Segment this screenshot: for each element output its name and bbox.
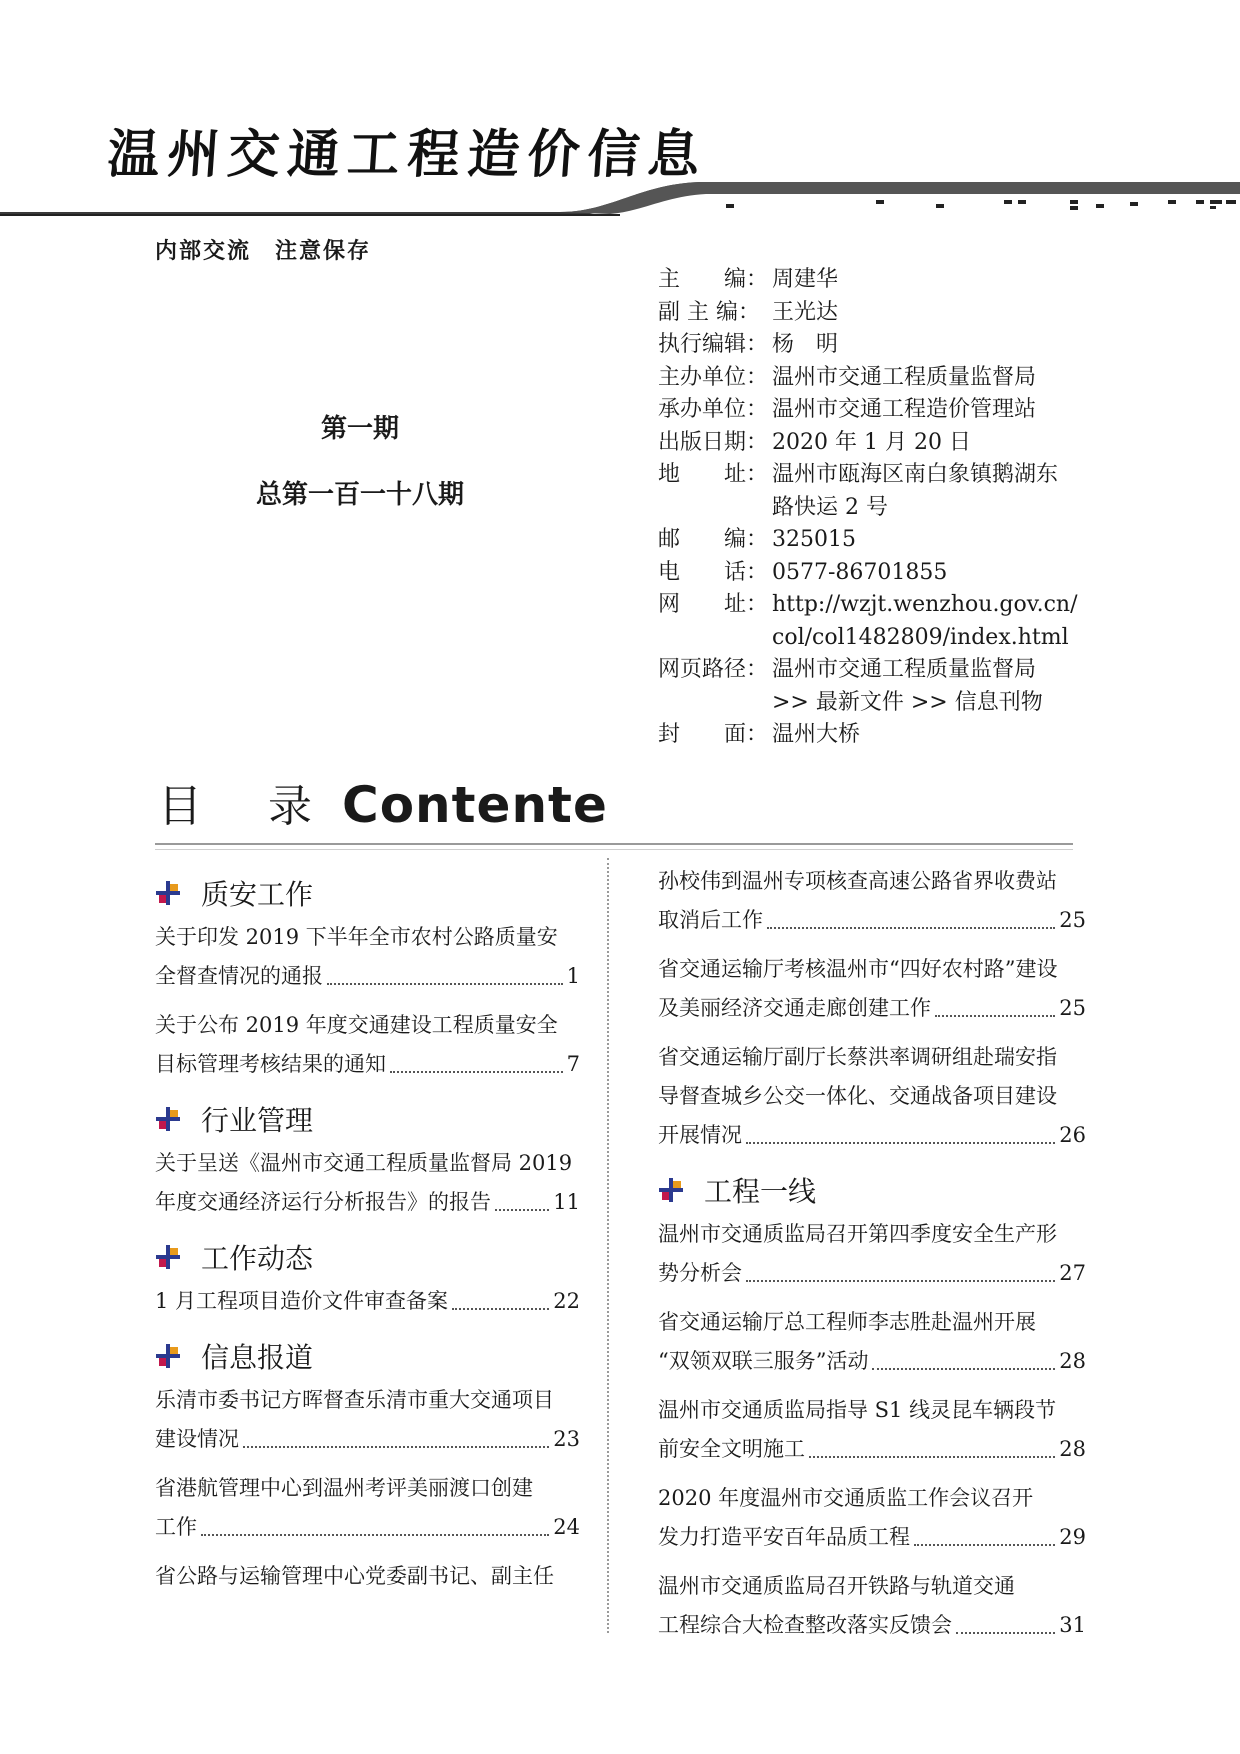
toc-section-title: 信息报道 [201, 1341, 314, 1374]
info-row-publish-date [658, 427, 1098, 460]
toc-entry-text: 工程综合大检查整改落实反馈会 [658, 1613, 952, 1637]
toc-dot-leader [327, 957, 563, 996]
toc-entry[interactable] [658, 1038, 1086, 1155]
toc-entry-line: 温州市交通质监局指导 S1 线灵昆车辆段节 [658, 1398, 1057, 1422]
toc-entry-line: 省交通运输厅考核温州市“四好农村路”建设 [658, 957, 1058, 981]
contents-rule [155, 843, 1073, 850]
toc-right-column [658, 862, 1086, 1655]
info-row-organizer [658, 394, 1098, 427]
info-value-line: 温州市瓯海区南白象镇鹅湖东 [772, 462, 1059, 487]
toc-entry-text: 前安全文明施工 [658, 1437, 805, 1461]
toc-section-heading [155, 1232, 580, 1282]
toc-entry[interactable] [658, 1215, 1086, 1293]
toc-entry-last-line [658, 901, 1086, 940]
toc-entry[interactable] [658, 1567, 1086, 1645]
internal-note: 内部交流 注意保存 [155, 239, 372, 264]
toc-entry-text: 势分析会 [658, 1261, 742, 1285]
toc-entry-text: 全督查情况的通报 [155, 964, 323, 988]
info-value: 0577-86701855 [772, 559, 948, 585]
info-row-sponsor [658, 362, 1098, 395]
toc-page-number: 25 [1059, 996, 1086, 1020]
toc-entry-last-line [658, 1430, 1086, 1469]
toc-entry-line: 2020 年度温州市交通质监工作会议召开 [658, 1486, 1034, 1510]
toc-entry[interactable] [155, 1144, 580, 1222]
info-value [772, 654, 1098, 719]
info-label: 副 主 编： [658, 299, 760, 325]
info-row-address [658, 459, 1098, 524]
toc-entry-line: 省交通运输厅副厅长蔡洪率调研组赴瑞安指 [658, 1045, 1057, 1069]
toc-section-heading [155, 1331, 580, 1381]
issue-number: 第一期 [320, 414, 399, 444]
toc-entry-text: 开展情况 [658, 1123, 742, 1147]
toc-dot-leader [767, 901, 1055, 940]
toc-entry-text: 发力打造平安百年品质工程 [658, 1525, 910, 1549]
info-value-line: 温州市交通工程质量监督局 [772, 657, 1037, 682]
info-value: 温州市交通工程质量监督局 [772, 364, 1037, 390]
toc-entry-line: 乐清市委书记方晖督查乐清市重大交通项目 [155, 1388, 554, 1412]
toc-entry-text: 及美丽经济交通走廊创建工作 [658, 996, 931, 1020]
toc-entry-last-line [155, 1420, 580, 1459]
toc-dot-leader [935, 989, 1055, 1028]
publication-info [658, 264, 1098, 752]
toc-dot-leader [746, 1116, 1055, 1155]
toc-entry-last-line [658, 1254, 1086, 1293]
toc-section-title: 质安工作 [201, 878, 314, 911]
section-bullet-icon [658, 1177, 684, 1203]
masthead-title: 温州交通工程造价信息 [105, 125, 710, 185]
info-row-web-path [658, 654, 1098, 719]
info-row-deputy-editor [658, 297, 1098, 330]
toc-dot-leader [746, 1254, 1055, 1293]
toc-page-number: 28 [1059, 1437, 1086, 1461]
info-value: 王光达 [772, 299, 839, 325]
toc-entry-line: 省港航管理中心到温州考评美丽渡口创建 [155, 1476, 533, 1500]
info-label: 承办单位： [658, 397, 769, 422]
website-link-line[interactable]: http://wzjt.wenzhou.gov.cn/ [772, 592, 1078, 617]
toc-entry-line: 省交通运输厅总工程师李志胜赴温州开展 [658, 1310, 1036, 1334]
toc-entry-line: 孙校伟到温州专项核查高速公路省界收费站 [658, 869, 1057, 893]
toc-entry-last-line [155, 1508, 580, 1547]
toc-entry-line: 温州市交通质监局召开铁路与轨道交通 [658, 1574, 1015, 1598]
toc-entry[interactable] [155, 1381, 580, 1459]
toc-entry-text: 年度交通经济运行分析报告》的报告 [155, 1190, 491, 1214]
toc-page-number: 1 [566, 964, 580, 988]
toc-entry-line: 温州市交通质监局召开第四季度安全生产形 [658, 1222, 1057, 1246]
toc-section-title: 行业管理 [201, 1104, 314, 1137]
info-value [772, 459, 1098, 524]
toc-page-number: 23 [553, 1427, 580, 1451]
toc-dot-leader [809, 1430, 1055, 1469]
toc-entry[interactable] [155, 1006, 580, 1084]
toc-entry[interactable] [658, 862, 1086, 940]
info-label: 网页路径： [658, 657, 769, 682]
toc-entry-text: 工作 [155, 1515, 197, 1539]
toc-entry-line: 省公路与运输管理中心党委副书记、副主任 [155, 1564, 554, 1588]
toc-entry[interactable] [155, 1282, 580, 1321]
toc-entry-last-line [155, 1183, 580, 1222]
column-divider [607, 858, 609, 1633]
section-bullet-icon [155, 1343, 181, 1369]
toc-dot-leader [495, 1183, 549, 1222]
toc-dot-leader [452, 1282, 549, 1321]
toc-page-number: 31 [1059, 1613, 1086, 1637]
info-value: 325015 [772, 527, 856, 552]
toc-entry-line: 关于呈送《温州市交通工程质量监督局 2019 [155, 1151, 573, 1175]
website-link-line[interactable]: col/col1482809/index.html [772, 624, 1069, 650]
toc-entry[interactable] [658, 1479, 1086, 1557]
toc-dot-leader [243, 1420, 549, 1459]
toc-section-heading [658, 1165, 1086, 1215]
info-value: 杨 明 [772, 332, 839, 357]
toc-entry[interactable] [155, 1557, 580, 1596]
section-bullet-icon [155, 880, 181, 906]
toc-page-number: 24 [553, 1515, 580, 1539]
toc-page-number: 26 [1059, 1123, 1086, 1147]
info-row-website [658, 589, 1098, 654]
toc-section-heading [155, 1094, 580, 1144]
toc-dot-leader [914, 1518, 1055, 1557]
info-value [772, 589, 1098, 654]
toc-entry-last-line [658, 989, 1086, 1028]
info-row-chief-editor [658, 264, 1098, 297]
toc-entry[interactable] [155, 1469, 580, 1547]
info-label: 出版日期： [658, 429, 769, 455]
masthead-decorative-band [0, 178, 1240, 218]
toc-entry-line: 关于公布 2019 年度交通建设工程质量安全 [155, 1013, 558, 1037]
toc-page-number: 11 [553, 1190, 580, 1214]
info-value: 温州大桥 [772, 722, 861, 747]
toc-section-title: 工作动态 [201, 1242, 314, 1275]
info-value-line: >> 最新文件 >> 信息刊物 [772, 689, 1043, 715]
toc-section-heading [155, 868, 580, 918]
toc-entry-line: 关于印发 2019 下半年全市农村公路质量安 [155, 925, 558, 949]
toc-entry-text: 1 月工程项目造价文件审查备案 [155, 1289, 449, 1313]
contents-heading-cn: 目 录 [158, 781, 338, 832]
section-bullet-icon [155, 1244, 181, 1270]
info-label: 网 址： [658, 592, 769, 617]
toc-entry-text: 目标管理考核结果的通知 [155, 1052, 386, 1076]
contents-heading-en: Contente [342, 776, 608, 834]
toc-entry-text: 取消后工作 [658, 908, 763, 932]
info-value: 温州市交通工程造价管理站 [772, 397, 1037, 422]
toc-entry-last-line [155, 957, 580, 996]
info-label: 邮 编： [658, 527, 769, 552]
info-label: 地 址： [658, 462, 769, 487]
info-value: 2020 年 1 月 20 日 [772, 429, 971, 455]
info-row-cover [658, 719, 1098, 752]
info-row-phone [658, 557, 1098, 590]
info-row-executive-editor [658, 329, 1098, 362]
toc-entry-last-line [155, 1045, 580, 1084]
toc-entry-line: 导督查城乡公交一体化、交通战备项目建设 [658, 1084, 1057, 1108]
toc-left-column [155, 868, 580, 1606]
info-label: 封 面： [658, 722, 769, 747]
toc-dot-leader [390, 1045, 563, 1084]
toc-page-number: 22 [553, 1289, 580, 1313]
toc-entry-last-line [658, 1342, 1086, 1381]
toc-entry[interactable] [155, 918, 580, 996]
issue-total: 总第一百一十八期 [255, 480, 464, 510]
info-row-postcode [658, 524, 1098, 557]
toc-entry-text: 建设情况 [155, 1427, 239, 1451]
toc-entry-last-line [658, 1518, 1086, 1557]
info-label: 主办单位： [658, 364, 769, 390]
toc-entry[interactable] [658, 950, 1086, 1028]
toc-dot-leader [872, 1342, 1055, 1381]
toc-page-number: 27 [1059, 1261, 1086, 1285]
section-bullet-icon [155, 1106, 181, 1132]
toc-page-number: 28 [1059, 1349, 1086, 1373]
info-label: 主 编： [658, 267, 769, 292]
info-label: 电 话： [658, 559, 769, 585]
info-value: 周建华 [772, 267, 839, 292]
toc-entry-last-line [658, 1116, 1086, 1155]
toc-dot-leader [956, 1606, 1055, 1645]
toc-dot-leader [201, 1508, 549, 1547]
toc-entry-last-line [658, 1606, 1086, 1645]
toc-entry-text: “双领双联三服务”活动 [658, 1349, 869, 1373]
toc-section-title: 工程一线 [704, 1175, 817, 1208]
toc-entry[interactable] [658, 1303, 1086, 1381]
toc-entry-last-line [155, 1282, 580, 1321]
contents-heading [158, 770, 608, 834]
info-value-line: 路快运 2 号 [772, 494, 888, 520]
toc-page-number: 29 [1059, 1525, 1086, 1549]
toc-page-number: 7 [566, 1052, 580, 1076]
toc-page-number: 25 [1059, 908, 1086, 932]
toc-entry[interactable] [658, 1391, 1086, 1469]
info-label: 执行编辑： [658, 332, 769, 357]
